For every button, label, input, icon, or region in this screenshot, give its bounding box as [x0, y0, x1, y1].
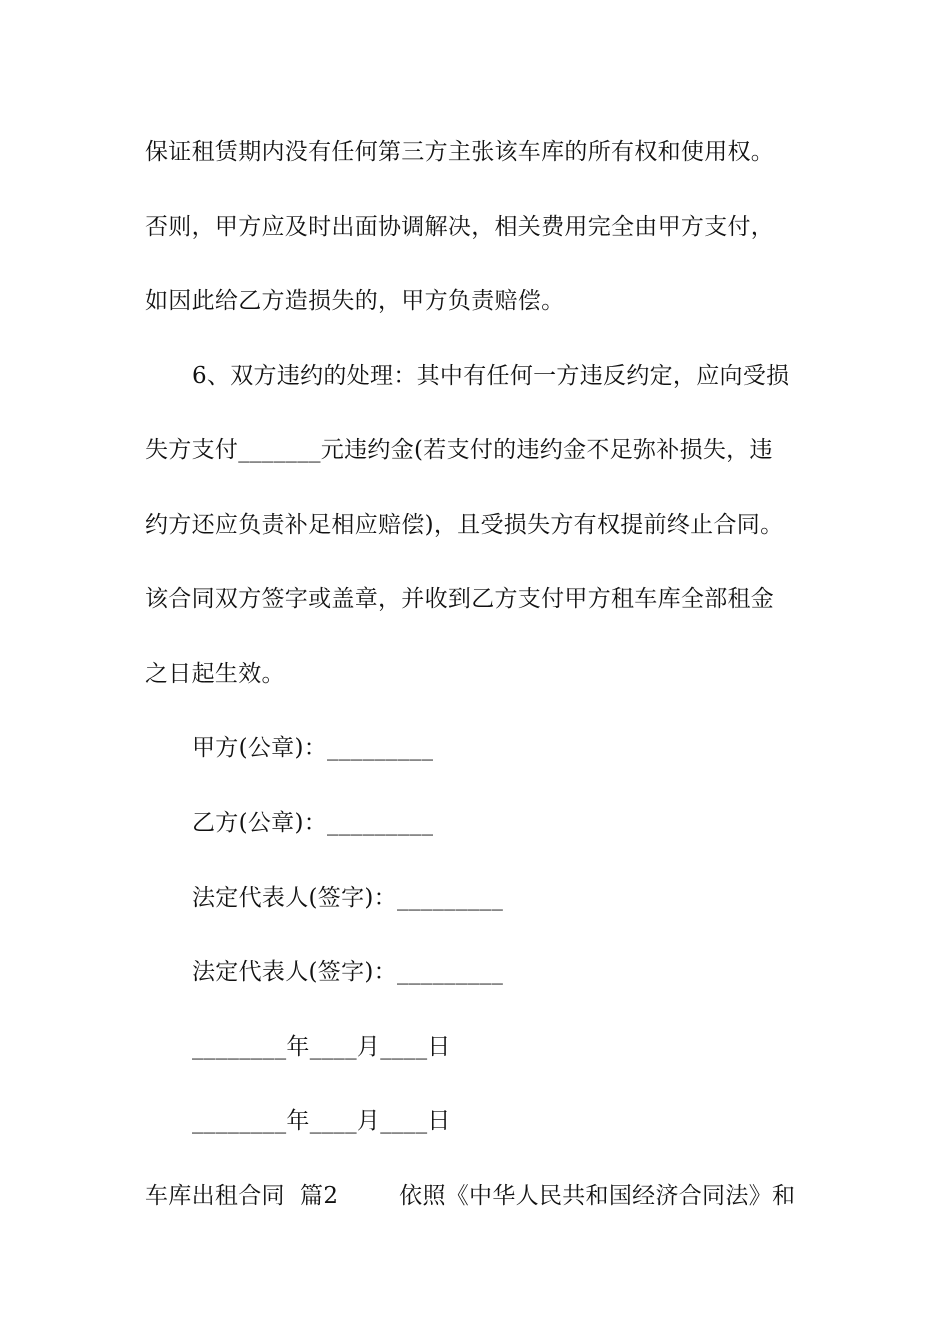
- paragraph-line: 该合同双方签字或盖章，并收到乙方支付甲方租车库全部租金: [145, 586, 775, 612]
- paragraph-line: 6、双方违约的处理：其中有任何一方违反约定，应向受损: [192, 363, 790, 389]
- legal-rep-signature-line: 法定代表人(签字)：_________: [192, 885, 504, 911]
- paragraph-line: 如因此给乙方造损失的，甲方负责赔偿。: [145, 288, 565, 314]
- party-b-seal-line: 乙方(公章)：_________: [192, 810, 434, 836]
- next-section-heading: 车库出租合同 篇2 依照《中华人民共和国经济合同法》和: [145, 1183, 796, 1209]
- paragraph-line: 保证租赁期内没有任何第三方主张该车库的所有权和使用权。: [145, 139, 775, 165]
- paragraph-line: 之日起生效。: [145, 661, 285, 687]
- paragraph-line: 否则，甲方应及时出面协调解决，相关费用完全由甲方支付，: [145, 214, 775, 240]
- date-line: ________年____月____日: [192, 1108, 451, 1134]
- paragraph-line: 失方支付_______元违约金(若支付的违约金不足弥补损失，违: [145, 437, 773, 463]
- legal-rep-signature-line: 法定代表人(签字)：_________: [192, 959, 504, 985]
- paragraph-line: 约方还应负责补足相应赔偿)，且受损失方有权提前终止合同。: [145, 512, 784, 538]
- date-line: ________年____月____日: [192, 1034, 451, 1060]
- party-a-seal-line: 甲方(公章)：_________: [192, 735, 434, 761]
